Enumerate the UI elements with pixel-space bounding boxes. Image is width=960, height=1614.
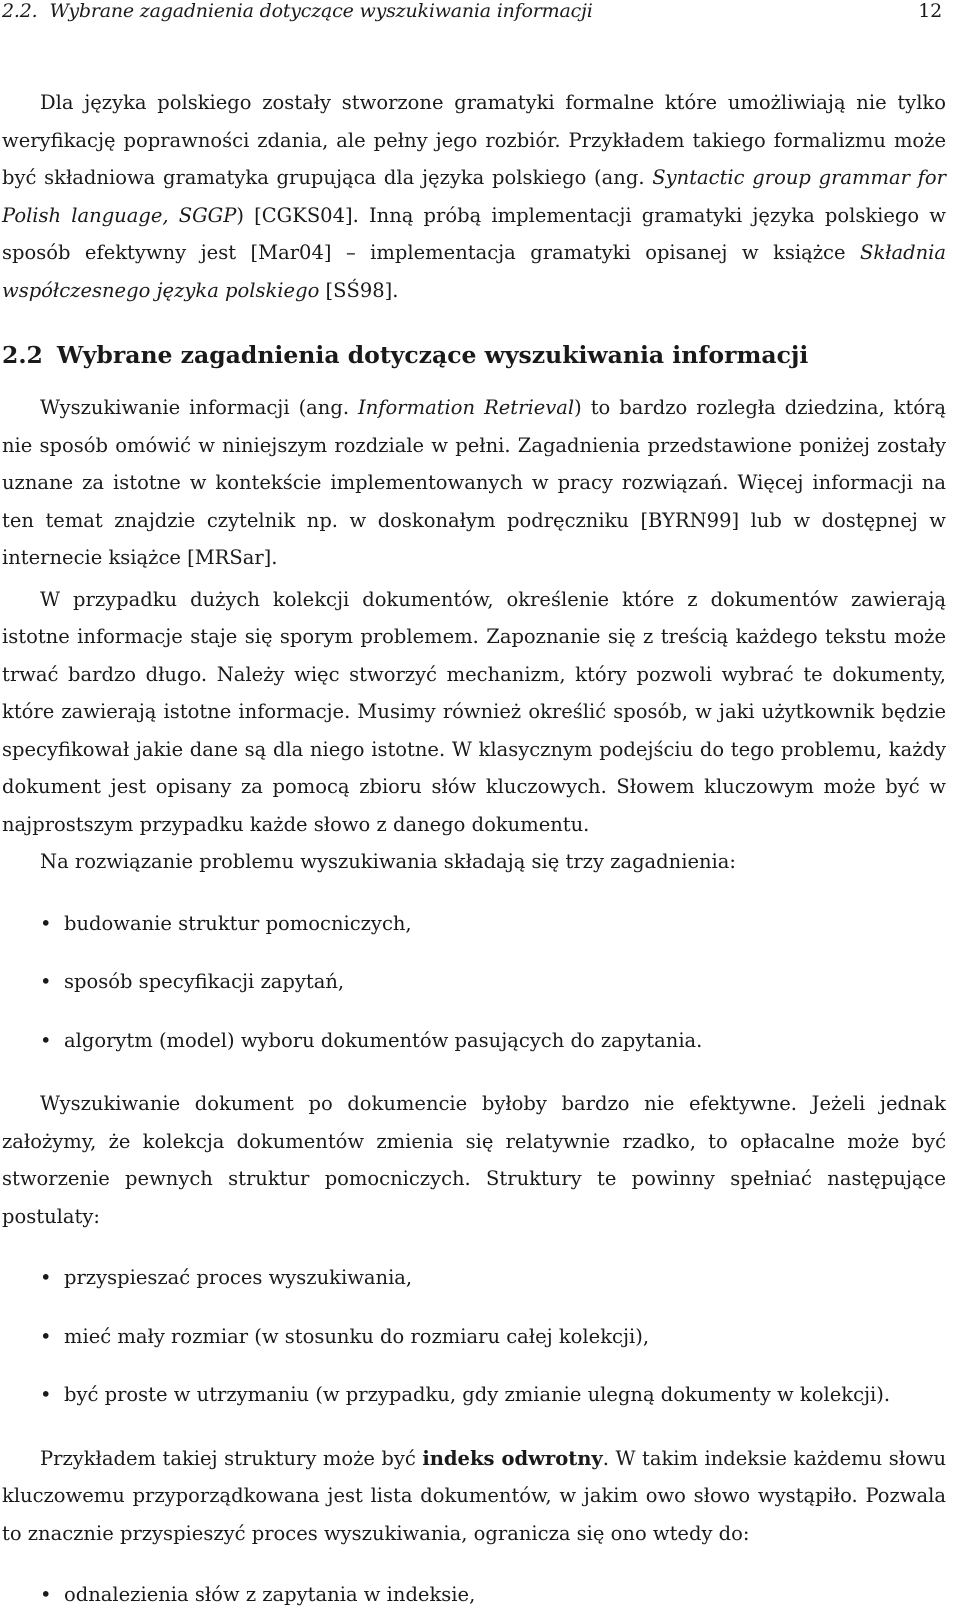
paragraph-intro xyxy=(2,389,946,577)
paragraph-grammar xyxy=(2,84,946,309)
paragraph-text: Przykładem takiej struktury może być xyxy=(40,1446,423,1470)
section-number: 2.2 xyxy=(2,341,43,369)
list-item-text: sposób specyfikacji zapytań, xyxy=(64,970,345,993)
page-number: 12 xyxy=(918,0,942,22)
list-item xyxy=(2,1376,946,1414)
bold-term: indeks odwrotny xyxy=(422,1446,603,1470)
list-item xyxy=(2,1022,946,1060)
list-item-text: przyspieszać proces wyszukiwania, xyxy=(64,1266,413,1289)
paragraph-structures: Wyszukiwanie dokument po dokumencie byłoby bardzo nie efektywne. Jeżeli jednak założymy, że kolekcja dokumentów zmienia się relatywnie rzadko, to opłacalne może być stworzenie pewnych struktur pomocniczych. Struktury te powinny spełniać następujące postulaty: xyxy=(2,1092,946,1228)
paragraph-text: Wyszukiwanie informacji (ang. xyxy=(40,396,359,419)
italic-term: Information Retrieval xyxy=(358,396,575,419)
paragraph-text: . W takim indeksie każdemu słowu kluczowemu przyporządkowana jest lista dokumentów, w jakim owo słowo wystąpiło. Pozwala to znacznie przyspieszyć proces wyszukiwania, ogranicza się ono wtedy do: xyxy=(2,1446,947,1545)
bullet-icon: • xyxy=(40,1028,52,1052)
list-item-text: budowanie struktur pomocniczych, xyxy=(64,911,412,935)
list-item xyxy=(2,905,946,943)
bullet-icon: • xyxy=(40,1266,52,1289)
italic-term: Syntactic group grammar for Polish language, SGGP xyxy=(2,166,946,227)
bullet-icon: • xyxy=(40,911,52,935)
paragraph-text: ) to bardzo rozległa dziedzina, którą nie sposób omówić w niniejszym rozdziale w pełni. Zagadnienia przedstawione poniżej zostały uznane za istotne w kontekście implementowanych w pracy rozwiązań. Więcej informacji na ten temat znajdzie czytelnik np. w doskonałym podręczniku [BYRN99] lub w dostępnej w internecie książce [MRSar]. xyxy=(2,396,946,569)
running-header-section-number: 2.2. xyxy=(2,0,38,22)
paragraph-text: ) [CGKS04]. Inną próbą implementacji gramatyki języka polskiego w sposób efektywny jest [Mar04] – implementacja gramatyki opisanej w książce xyxy=(2,203,946,264)
bullet-list-postulates xyxy=(2,1259,946,1414)
section-heading xyxy=(2,335,946,375)
bullet-icon: • xyxy=(40,970,52,993)
paragraph-text: Dla języka polskiego zostały stworzone gramatyki formalne które umożliwiają nie tylko weryfikację poprawności zdania, ale pełny jego rozbiór. Przykładem takiego formalizmu może być składniowa gramatyka grupująca dla języka polskiego (ang. xyxy=(2,91,946,189)
section-title: Wybrane zagadnienia dotyczące wyszukiwania informacji xyxy=(56,341,809,369)
bullet-icon: • xyxy=(40,1324,52,1348)
list-item xyxy=(2,963,946,1001)
list-item-text: mieć mały rozmiar (w stosunku do rozmiaru całej kolekcji), xyxy=(64,1324,650,1348)
running-header xyxy=(2,0,946,28)
list-item xyxy=(2,1259,946,1297)
paragraph-text: [SŚ98]. xyxy=(319,278,399,302)
bullet-list-issues xyxy=(2,905,946,1060)
bullet-icon: • xyxy=(40,1583,52,1606)
list-item xyxy=(2,1318,946,1356)
list-item-text: algorytm (model) wyboru dokumentów pasujących do zapytania. xyxy=(64,1028,703,1052)
italic-book-title: Składnia współczesnego języka polskiego xyxy=(2,241,946,302)
running-header-section-title: Wybrane zagadnienia dotyczące wyszukiwania informacji xyxy=(49,0,593,22)
paragraph-problem: W przypadku dużych kolekcji dokumentów, określenie które z dokumentów zawierają istotne informacje staje się sporym problemem. Zapoznanie się z treścią każdego tekstu może trwać bardzo długo. Należy więc stworzyć mechanizm, który pozwoli wybrać te dokumenty, które zawierają istotne informacje. Musimy również określić sposób, w jaki użytkownik będzie specyfikował jakie dane są dla niego istotne. W klasycznym podejściu do tego problemu, każdy dokument jest opisany za pomocą zbioru słów kluczowych. Słowem kluczowym może być w najprostszym przypadku każde słowo z danego dokumentu. xyxy=(2,587,946,836)
paragraph-list-intro: Na rozwiązanie problemu wyszukiwania składają się trzy zagadnienia: xyxy=(40,850,736,873)
list-item-text: być proste w utrzymaniu (w przypadku, gdy zmianie ulegną dokumenty w kolekcji). xyxy=(64,1383,891,1406)
paragraph-inverted-index xyxy=(2,1440,946,1553)
list-item-text: odnalezienia słów z zapytania w indeksie, xyxy=(64,1583,476,1606)
running-header-title xyxy=(2,0,593,22)
bullet-icon: • xyxy=(40,1383,52,1406)
page-body xyxy=(2,84,946,1614)
